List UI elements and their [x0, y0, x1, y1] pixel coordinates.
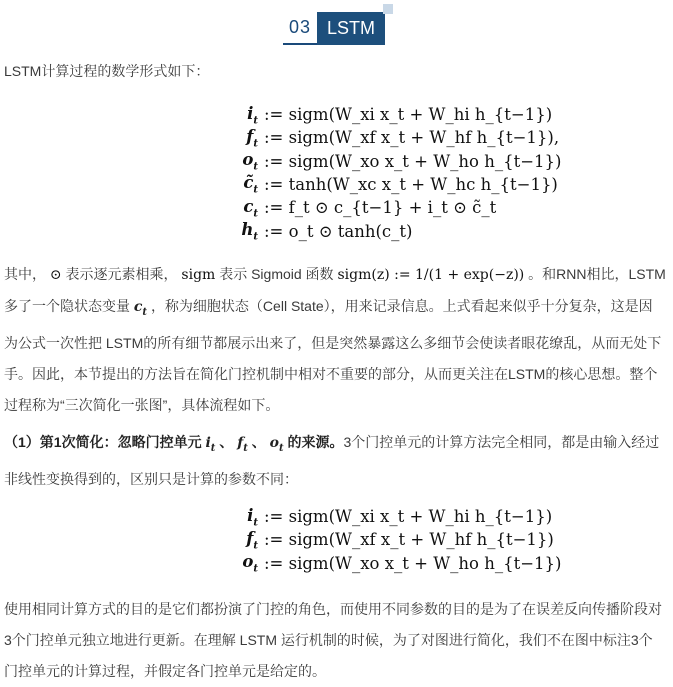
p2-text: 3个门控单元的计算方法完全相同，都是由输入经过非线性变换得到的，区别只是计算的参数不同： [4, 434, 660, 487]
equation-lhs-subscript: t [253, 563, 258, 575]
equation-lhs-subscript: t [253, 114, 258, 126]
gate-o-letter: o [269, 435, 279, 451]
ct-letter: c [133, 299, 143, 315]
intro-text: LSTM计算过程的数学形式如下： [4, 63, 210, 79]
equation-lhs: i [247, 505, 254, 525]
equation-line [0, 126, 673, 149]
equation-lhs-wrap [0, 104, 264, 126]
p1-text-1: 其中， [4, 266, 46, 282]
equation-rhs: := sigm(W_xo x_t + W_ho h_{t−1}) [264, 553, 562, 573]
equation-lhs-subscript: t [253, 138, 258, 150]
paragraph-3: 使用相同计算方式的目的是它们都扮演了门控的角色，而使用不同参数的目的是为了在误差反向传播阶段对3个门控单元独立地进行更新。在理解 LSTM 运行机制的时候，为了对图进行简化，我们不在图中标注3个门控单元的计算过程，并假定各门控单元是给定的。 [4, 601, 662, 679]
sigm-symbol: sigm [181, 267, 216, 283]
sep-1: 、 [219, 434, 234, 450]
section-number: 03 [283, 12, 317, 45]
section-title: LSTM [317, 12, 385, 45]
ct-subscript: t [142, 306, 148, 318]
paragraph-2 [4, 427, 666, 495]
equation-lhs: i [247, 103, 254, 123]
p1-text-4: 。和RNN相比，LSTM 多了一个隐状态变量 [4, 266, 666, 314]
equation-lhs-subscript: t [253, 184, 258, 196]
equation-lhs-subscript: t [253, 161, 258, 173]
equation-line [0, 103, 673, 126]
p2-bold-2: 的来源。 [287, 434, 344, 450]
gate-o: $o_t$ [269, 435, 284, 454]
section-header [283, 12, 385, 45]
equation-rhs: := sigm(W_xi x_t + W_hi h_{t−1}) [264, 105, 553, 125]
equation-lhs: c [243, 196, 254, 216]
sep-2: 、 [251, 434, 266, 450]
equation-lhs-wrap [0, 150, 264, 172]
equation-lhs: h [241, 219, 254, 239]
gate-equations [0, 505, 673, 575]
equation-lhs-wrap [0, 173, 264, 195]
equation-line [0, 552, 673, 575]
sigmoid-formula: sigm(z) := 1/(1 + exp(−z)) [337, 267, 525, 283]
equation-lhs-wrap [0, 127, 264, 149]
equation-lhs: c̃ [243, 173, 254, 193]
cell-state-symbol [133, 299, 148, 318]
equation-lhs-wrap [0, 552, 264, 574]
equation-rhs: := sigm(W_xf x_t + W_hf h_{t−1}), [264, 128, 560, 148]
equation-lhs-subscript: t [253, 207, 258, 219]
equation-rhs: := sigm(W_xo x_t + W_ho h_{t−1}) [264, 151, 562, 171]
equation-rhs: := sigm(W_xi x_t + W_hi h_{t−1}) [264, 507, 553, 527]
equation-lhs-wrap [0, 506, 264, 528]
gate-f-letter: f [237, 435, 244, 451]
equation-rhs: := tanh(W_xc x_t + W_hc h_{t−1}) [264, 175, 558, 195]
equation-lhs-wrap [0, 529, 264, 551]
p2-bold-1: （1）第1次简化：忽略门控单元 [4, 434, 202, 450]
equation-lhs-subscript: t [253, 231, 258, 243]
lstm-equations [0, 103, 673, 243]
equation-lhs: o [242, 552, 254, 572]
p1-text-5: ，称为细胞状态（Cell State），用来记录信息。上式看起来似乎十分复杂，这是因为公式一次性把 LSTM的所有细节都展示出来了，但是突然暴露这么多细节会使读者眼花缭乱，从而无处下手。因此，本节提出的方法旨在简化门控机制中相对不重要的部分，从而更关注在LSTM的核心思想。整个过程称为“三次简化一张图”，具体流程如下。 [4, 298, 662, 413]
equation-lhs-subscript: t [253, 516, 258, 528]
equation-line [0, 196, 673, 219]
equation-line [0, 173, 673, 196]
equation-lhs: o [242, 150, 254, 170]
equation-lhs-wrap [0, 220, 264, 242]
gate-i-letter: i [205, 435, 211, 451]
odot-symbol: ⊙ [49, 267, 62, 283]
p1-text-3: 表示 Sigmoid 函数 [219, 266, 334, 282]
gate-f: $f_t$ [237, 435, 248, 454]
equation-rhs: := f_t ⊙ c_{t−1} + i_t ⊙ c̃_t [264, 198, 497, 218]
equation-line [0, 505, 673, 528]
p1-text-2: 表示逐元素相乘， [65, 266, 178, 282]
equation-lhs: f [246, 528, 254, 548]
equation-line [0, 528, 673, 551]
equation-line [0, 150, 673, 173]
equation-lhs-subscript: t [253, 540, 258, 552]
equation-rhs: := sigm(W_xf x_t + W_hf h_{t−1}) [264, 530, 554, 550]
equation-rhs: := o_t ⊙ tanh(c_t) [264, 221, 413, 241]
paragraph-1 [4, 259, 666, 421]
equation-line [0, 219, 673, 242]
equation-lhs-wrap [0, 197, 264, 219]
gate-i: $i_t$ [205, 435, 216, 454]
equation-lhs: f [246, 126, 254, 146]
